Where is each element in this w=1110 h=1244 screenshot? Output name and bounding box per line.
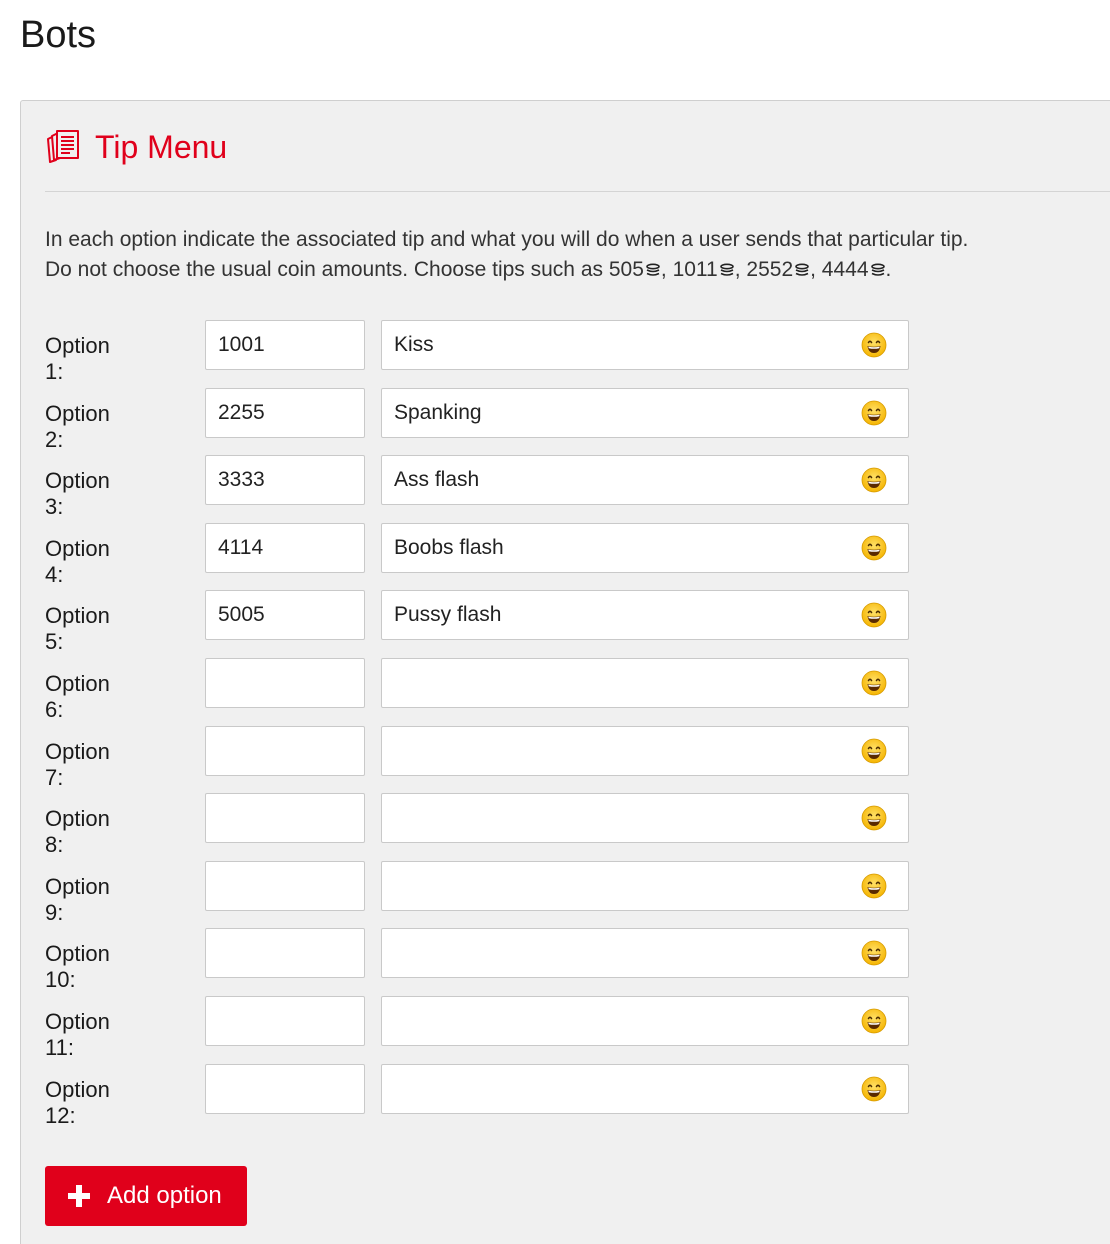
emoji-picker-icon[interactable] [861, 670, 887, 696]
description-line-2-text: Do not choose the usual coin amounts. Choose tips such as [45, 258, 609, 281]
separator: , [810, 258, 822, 281]
example-tip: 505 [608, 258, 644, 281]
option-label: Option 6: [45, 670, 110, 722]
option-description-input[interactable] [381, 658, 909, 708]
emoji-picker-icon[interactable] [861, 873, 887, 899]
emoji-picker-icon[interactable] [861, 535, 887, 561]
example-tip: 2552 [746, 258, 794, 281]
option-description-input[interactable] [381, 861, 909, 911]
option-description-input[interactable] [381, 320, 909, 370]
menu-list-icon [45, 129, 81, 165]
tip-amount-input[interactable] [205, 455, 365, 505]
separator: , [734, 258, 747, 281]
option-label: Option 3: [45, 468, 110, 520]
description-line-2 [45, 255, 968, 285]
header-divider [45, 191, 1110, 192]
coin-icon [645, 263, 661, 277]
tip-amount-input[interactable] [205, 590, 365, 640]
emoji-picker-icon[interactable] [861, 467, 887, 493]
option-description-input[interactable] [381, 1064, 909, 1114]
tip-amount-input[interactable] [205, 658, 365, 708]
option-description-input[interactable] [381, 996, 909, 1046]
option-description-input[interactable] [381, 388, 909, 438]
tip-amount-input[interactable] [205, 320, 365, 370]
emoji-picker-icon[interactable] [861, 1008, 887, 1034]
option-description-input[interactable] [381, 590, 909, 640]
option-label: Option 11: [45, 1008, 110, 1060]
emoji-picker-icon[interactable] [861, 1076, 887, 1102]
emoji-picker-icon[interactable] [861, 400, 887, 426]
example-tip: 1011 [672, 258, 718, 281]
page-title: Bots [20, 14, 97, 56]
coin-icon [794, 263, 810, 277]
description-line-1: In each option indicate the associated tip and what you will do when a user sends that particular tip. [45, 228, 969, 251]
tip-amount-input[interactable] [205, 388, 365, 438]
option-label: Option 5: [45, 603, 110, 655]
coin-icon [870, 263, 886, 277]
option-label: Option 10: [45, 941, 110, 993]
emoji-picker-icon[interactable] [861, 738, 887, 764]
separator: , [660, 258, 673, 281]
emoji-picker-icon[interactable] [861, 805, 887, 831]
tip-amount-input[interactable] [205, 523, 365, 573]
option-description-input[interactable] [381, 928, 909, 978]
tip-menu-panel [20, 100, 1110, 1244]
option-label: Option 8: [45, 806, 110, 858]
option-label: Option 2: [45, 400, 110, 452]
option-label: Option 1: [45, 333, 110, 384]
option-description-input[interactable] [381, 523, 909, 573]
tip-amount-input[interactable] [205, 1064, 365, 1114]
option-description-input[interactable] [381, 455, 909, 505]
option-label: Option 7: [45, 738, 110, 790]
tip-amount-input[interactable] [205, 726, 365, 776]
tip-amount-input[interactable] [205, 928, 365, 978]
option-label: Option 9: [45, 873, 110, 925]
tip-amount-input[interactable] [205, 793, 365, 843]
option-description-input[interactable] [381, 726, 909, 776]
option-description-input[interactable] [381, 793, 909, 843]
add-option-button[interactable] [45, 1166, 247, 1226]
option-label: Option 12: [45, 1076, 110, 1128]
tip-menu-description [45, 225, 968, 285]
emoji-picker-icon[interactable] [861, 602, 887, 628]
coin-icon [719, 263, 735, 277]
emoji-picker-icon[interactable] [861, 332, 887, 358]
emoji-picker-icon[interactable] [861, 940, 887, 966]
plus-icon [67, 1184, 91, 1208]
tip-menu-title: Tip Menu [95, 128, 228, 165]
tip-menu-header [45, 125, 227, 169]
period: . [885, 258, 892, 281]
tip-amount-input[interactable] [205, 861, 365, 911]
option-label: Option 4: [45, 535, 110, 587]
tip-amount-input[interactable] [205, 996, 365, 1046]
example-tip: 4444 [821, 258, 869, 281]
add-option-label: Add option [107, 1182, 222, 1209]
